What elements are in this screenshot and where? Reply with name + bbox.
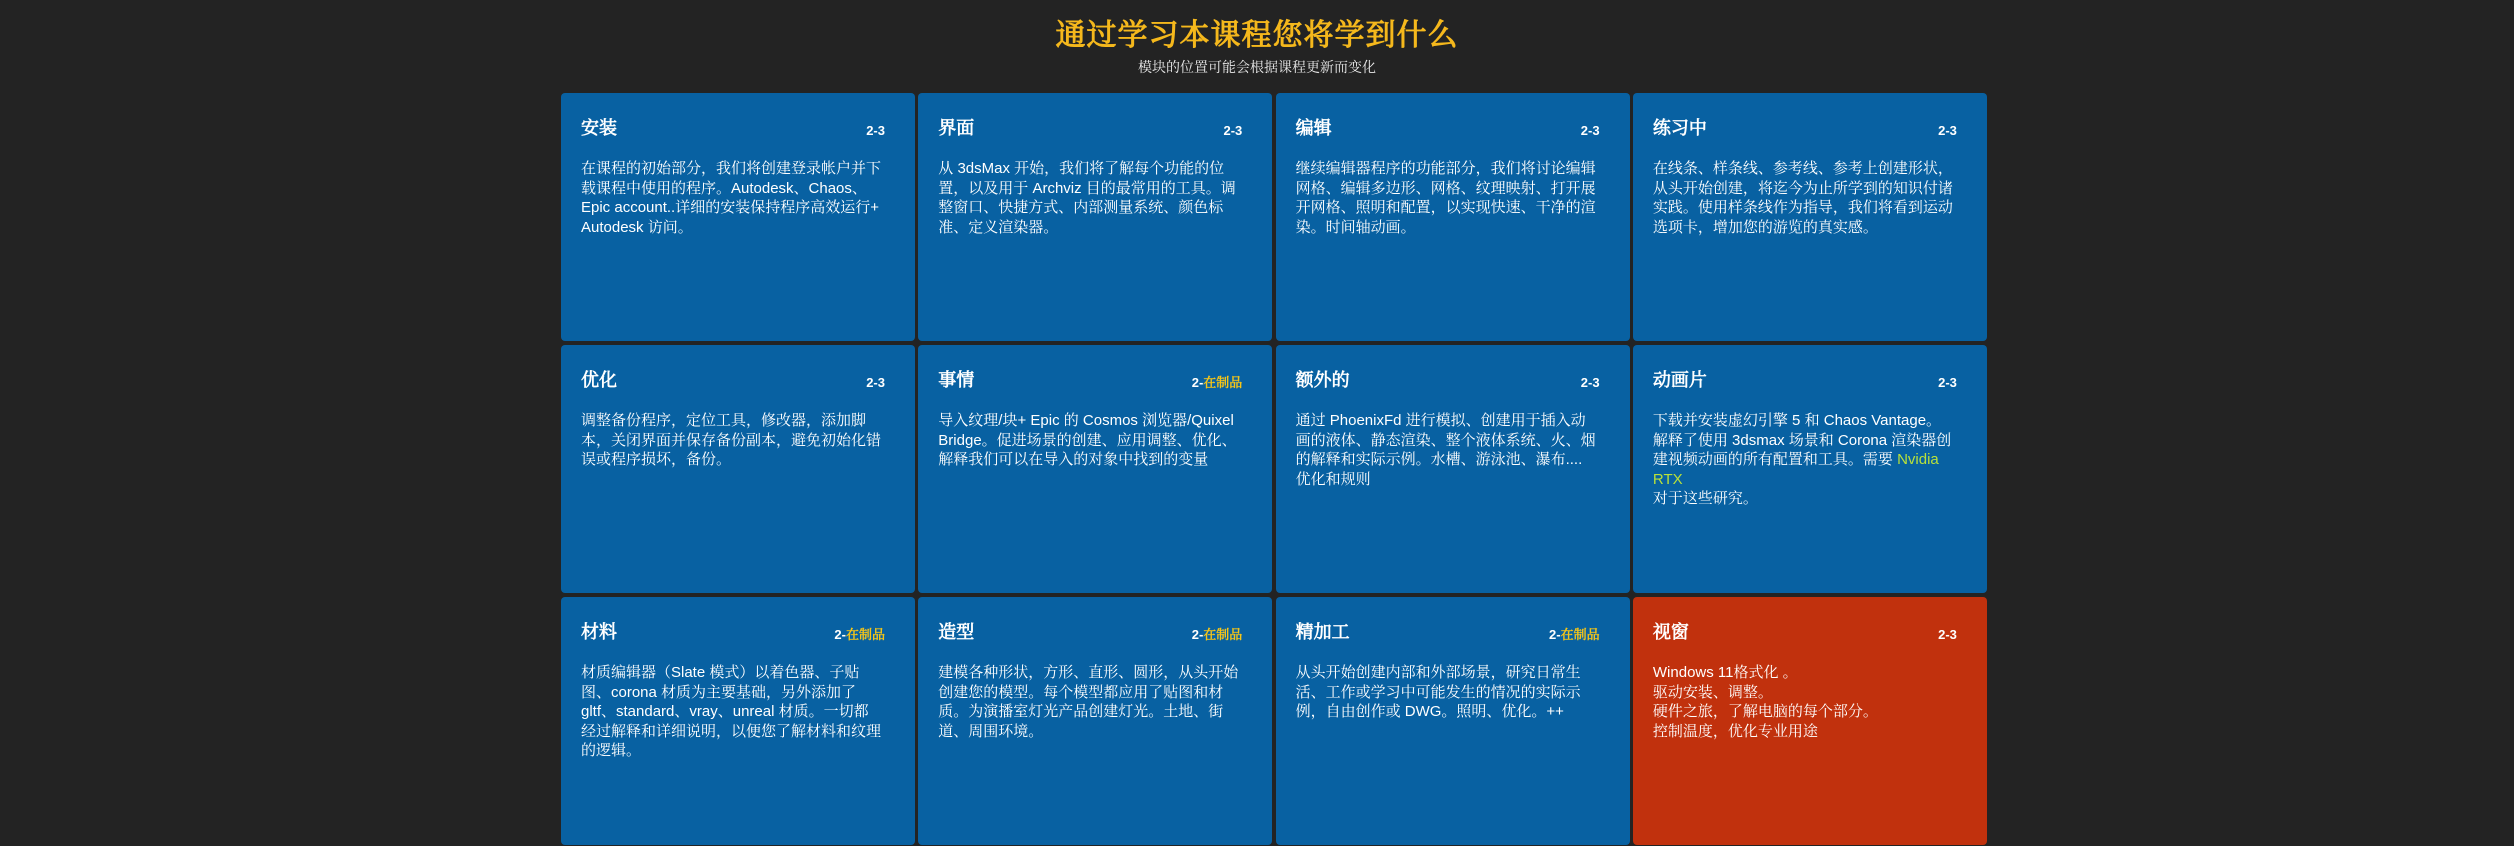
card-title: 材料: [581, 622, 617, 642]
card-description: 从头开始创建内部和外部场景，研究日常生活、工作或学习中可能发生的情况的实际示例，自由创作或 DWG。照明、优化。++: [1295, 664, 1581, 720]
module-card-install: [561, 93, 915, 341]
wip-badge: 在制品: [1560, 627, 1600, 642]
card-description: 建模各种形状，方形、直形、圆形，从头开始创建您的模型。每个模型都应用了贴图和材质。为演播室灯光产品创建灯光。土地、街道、周围环境。: [938, 664, 1239, 740]
card-description: 继续编辑器程序的功能部分，我们将讨论编辑网格、编辑多边形、网格、纹理映射、打开展开网格、照明和配置，以实现快速、干净的渲染。时间轴动画。: [1295, 160, 1596, 236]
page-title: 通过学习本课程您将学到什么: [1055, 19, 1459, 52]
wip-badge: 在制品: [1203, 375, 1243, 390]
description-line: 驱动安装、调整。: [1652, 683, 1773, 701]
card-duration: [834, 622, 885, 648]
module-card-materials: [561, 597, 915, 845]
nvidia-rtx-highlight: Nvidia RTX: [1652, 451, 1939, 488]
card-description: 导入纹理/块+ Epic 的 Cosmos 浏览器/Quixel Bridge。促进场景的创建、应用调整、优化、解释我们可以在导入的对象中找到的变量: [938, 412, 1237, 468]
card-description: 材质编辑器（Slate 模式）以着色器、子贴图、corona 材质为主要基础，另外添加了 gltf、standard、vray、unreal 材质。一切都经过解释和详细说明，以便您了解材料和纹理的逻辑。: [581, 664, 882, 759]
card-title: 编辑: [1295, 118, 1332, 138]
duration-value: 2-3: [866, 123, 885, 138]
card-header: [1296, 367, 1600, 393]
card-title: 练习中: [1652, 118, 1707, 138]
duration-value: 2-3: [1938, 123, 1957, 138]
card-header: [938, 367, 1242, 393]
card-description: 在课程的初始部分，我们将创建登录帐户并下载课程中使用的程序。Autodesk、Chaos、Epic account..详细的安装保持程序高效运行+ Autodesk 访问。: [581, 160, 882, 236]
module-card-assets: [918, 345, 1272, 593]
module-card-finishing: [1276, 597, 1630, 845]
card-title: 安装: [581, 118, 617, 138]
card-duration: [1192, 370, 1243, 396]
card-duration: [1549, 622, 1600, 648]
card-title: 界面: [938, 118, 975, 138]
card-duration: [1581, 118, 1600, 144]
description-text: 下载并安装虚幻引擎 5 和 Chaos Vantage。解释了使用 3dsmax 场景和 Corona 渲染器创建视频动画的所有配置和工具。需要: [1652, 412, 1952, 468]
duration-value: 2-3: [1938, 375, 1957, 390]
description-line: 控制温度，优化专业用途: [1652, 722, 1818, 740]
card-header: [581, 115, 885, 141]
module-card-windows: [1633, 597, 1987, 845]
card-description: [1653, 663, 1953, 741]
card-description: [1653, 411, 1953, 509]
duration-value: 2-: [1191, 627, 1204, 642]
module-card-interface: [918, 93, 1272, 341]
card-title: 事情: [938, 370, 975, 390]
card-title: 优化: [581, 370, 617, 390]
card-title: 视窗: [1652, 622, 1689, 642]
card-duration: [866, 118, 885, 144]
duration-value: 2-3: [1580, 123, 1600, 138]
description-line: Windows 11格式化 。: [1652, 664, 1798, 681]
card-description: 通过 PhoenixFd 进行模拟、创建用于插入动画的液体、静态渲染、整个液体系统、火、烟的解释和实际示例。水槽、游泳池、瀑布....优化和规则: [1295, 412, 1596, 488]
card-description: 调整备份程序，定位工具，修改器，添加脚本，关闭界面并保存备份副本，避免初始化错误或程序损坏，备份。: [581, 412, 882, 468]
module-card-extra: [1276, 345, 1630, 593]
description-line: 硬件之旅，了解电脑的每个部分。: [1652, 703, 1878, 720]
duration-value: 2-3: [1580, 375, 1600, 390]
card-duration: [1224, 118, 1243, 144]
card-duration: [1192, 622, 1243, 648]
card-header: [581, 619, 885, 645]
header: [0, 16, 2514, 77]
description-text: 对于这些研究。: [1652, 490, 1758, 507]
card-duration: [1938, 622, 1957, 648]
card-description: 从 3dsMax 开始，我们将了解每个功能的位置，以及用于 Archviz 目的最常用的工具。调整窗口、快捷方式、内部测量系统、颜色标准、定义渲染器。: [938, 160, 1236, 236]
card-duration: [1581, 370, 1600, 396]
duration-value: 2-3: [1938, 627, 1957, 642]
card-header: [938, 115, 1242, 141]
card-header: [1653, 367, 1957, 393]
card-title: 额外的: [1295, 370, 1350, 390]
card-header: [938, 619, 1242, 645]
duration-value: 2-3: [1223, 123, 1243, 138]
card-header: [1653, 619, 1957, 645]
page-subtitle: 模块的位置可能会根据课程更新而变化: [1138, 59, 1376, 75]
card-header: [1653, 115, 1957, 141]
card-description: 在线条、样条线、参考线、参考上创建形状，从头开始创建，将迄今为止所学到的知识付诸实践。使用样条线作为指导，我们将看到运动选项卡，增加您的游览的真实感。: [1652, 160, 1953, 236]
card-duration: [1938, 118, 1957, 144]
module-card-optimization: [561, 345, 915, 593]
module-card-practice: [1633, 93, 1987, 341]
card-title: 动画片: [1652, 370, 1707, 390]
card-header: [581, 367, 885, 393]
duration-value: 2-: [1549, 627, 1561, 642]
module-card-modeling: [918, 597, 1272, 845]
card-title: 造型: [938, 622, 975, 642]
card-title: 精加工: [1295, 622, 1350, 642]
wip-badge: 在制品: [1203, 627, 1243, 642]
module-grid: [561, 93, 1987, 845]
duration-value: 2-: [834, 627, 846, 642]
module-card-animation: [1633, 345, 1987, 593]
card-duration: [866, 370, 885, 396]
duration-value: 2-: [1191, 375, 1204, 390]
card-header: [1296, 619, 1600, 645]
module-card-editing: [1276, 93, 1630, 341]
card-header: [1296, 115, 1600, 141]
duration-value: 2-3: [866, 375, 885, 390]
card-duration: [1938, 370, 1957, 396]
wip-badge: 在制品: [845, 627, 885, 642]
